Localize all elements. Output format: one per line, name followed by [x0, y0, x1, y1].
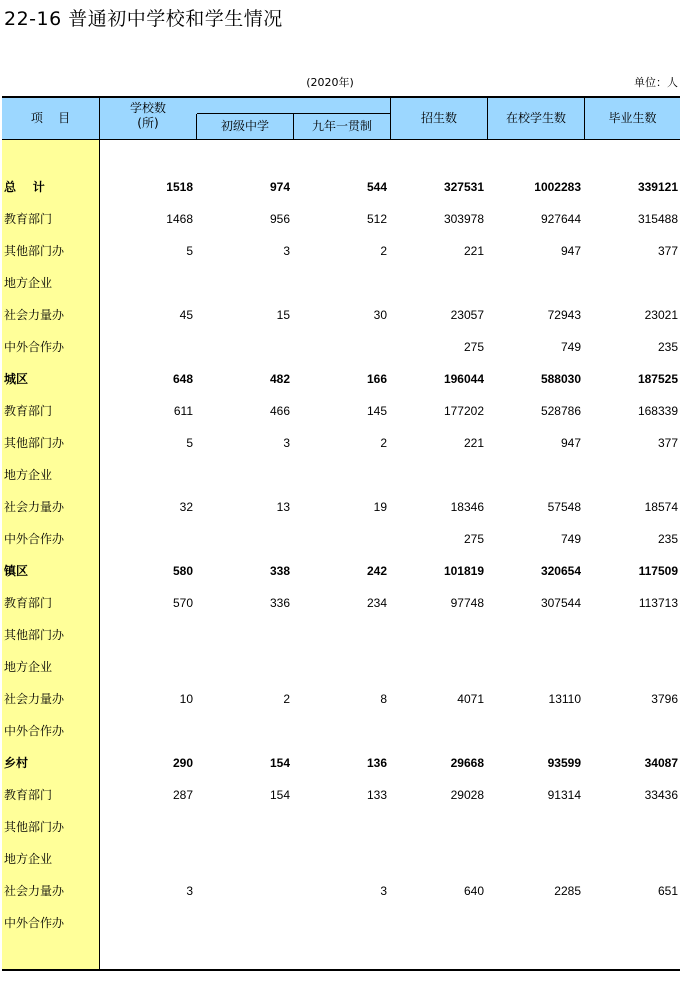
table-cell: 45: [179, 308, 193, 322]
table-cell: [488, 459, 581, 491]
table-cell: [197, 811, 290, 843]
table-cell: 72943: [547, 308, 581, 322]
table-row: [0, 171, 682, 203]
table-cell: 196044: [443, 372, 484, 386]
table-cell: 133: [366, 788, 387, 802]
table-row: [0, 715, 682, 747]
table-cell: 3: [186, 884, 193, 898]
table-row: [0, 235, 682, 267]
table-cell: 947: [560, 244, 581, 258]
table-cell: 242: [366, 564, 387, 578]
table-cell: 5: [186, 244, 193, 258]
unit-note: 单位：人: [634, 76, 678, 89]
table-cell: [585, 907, 678, 939]
table-cell: [585, 619, 678, 651]
table-cell: 8: [380, 692, 387, 706]
table-cell: 136: [366, 756, 387, 770]
table-cell: [197, 331, 290, 363]
row-label: 地方企业: [4, 852, 53, 866]
table-cell: [197, 619, 290, 651]
table-cell: [585, 811, 678, 843]
table-cell: 336: [269, 596, 290, 610]
table-cell: 974: [269, 180, 290, 194]
table-cell: 23057: [450, 308, 484, 322]
table-cell: [488, 843, 581, 875]
table-cell: [488, 811, 581, 843]
table-cell: [585, 715, 678, 747]
table-cell: 512: [366, 212, 387, 226]
header-enrollment: 招生数: [420, 111, 457, 125]
table-cell: [197, 875, 290, 907]
table-cell: 327531: [443, 180, 484, 194]
table-cell: 18346: [450, 500, 484, 514]
table-cell: [100, 715, 193, 747]
table-cell: [197, 907, 290, 939]
row-label: 社会力量办: [4, 692, 65, 706]
table-cell: 2: [380, 436, 387, 450]
table-cell: 287: [172, 788, 193, 802]
table-cell: 640: [463, 884, 484, 898]
table-cell: 2: [283, 692, 290, 706]
table-cell: [197, 715, 290, 747]
table-cell: [294, 331, 387, 363]
table-cell: [294, 907, 387, 939]
table-cell: 145: [366, 404, 387, 418]
table-row: [0, 427, 682, 459]
row-label: 社会力量办: [4, 884, 65, 898]
table-cell: 947: [560, 436, 581, 450]
table-row: [0, 875, 682, 907]
table-cell: 648: [172, 372, 193, 386]
table-cell: 580: [172, 564, 193, 578]
table-cell: [294, 811, 387, 843]
row-label: 地方企业: [4, 468, 53, 482]
table-cell: 2: [380, 244, 387, 258]
table-row: [0, 907, 682, 939]
table-cell: 235: [657, 532, 678, 546]
table-cell: [391, 715, 484, 747]
table-cell: [100, 619, 193, 651]
table-cell: [100, 331, 193, 363]
table-cell: [294, 523, 387, 555]
table-cell: 154: [269, 756, 290, 770]
table-cell: [294, 459, 387, 491]
header-nine-year: 九年一贯制: [311, 119, 372, 133]
table-cell: 749: [560, 340, 581, 354]
table-cell: 154: [269, 788, 290, 802]
table-cell: 113713: [638, 596, 678, 610]
table-cell: 234: [366, 596, 387, 610]
row-label: 中外合作办: [4, 916, 65, 930]
table-cell: 2285: [554, 884, 581, 898]
table-cell: 166: [366, 372, 387, 386]
table-cell: 4071: [457, 692, 484, 706]
row-label: 其他部门办: [4, 628, 65, 642]
row-label: 其他部门办: [4, 436, 65, 450]
table-cell: [391, 907, 484, 939]
table-cell: 275: [463, 532, 484, 546]
table-cell: [294, 715, 387, 747]
table-cell: 3796: [651, 692, 678, 706]
table-cell: [197, 459, 290, 491]
table-cell: 570: [172, 596, 193, 610]
table-row: [0, 683, 682, 715]
table-cell: [391, 811, 484, 843]
row-label: 其他部门办: [4, 244, 65, 258]
table-cell: [197, 651, 290, 683]
table-cell: [100, 651, 193, 683]
table-cell: [585, 459, 678, 491]
table-cell: 32: [179, 500, 193, 514]
table-cell: 338: [269, 564, 290, 578]
table-row: [0, 491, 682, 523]
table-row: [0, 843, 682, 875]
table-cell: [585, 651, 678, 683]
table-row: [0, 747, 682, 779]
table-row: [0, 203, 682, 235]
table-cell: 377: [657, 244, 678, 258]
table-row: [0, 299, 682, 331]
table-cell: 57548: [547, 500, 581, 514]
table-cell: 275: [463, 340, 484, 354]
table-cell: 3: [380, 884, 387, 898]
table-cell: [100, 811, 193, 843]
table-cell: 956: [269, 212, 290, 226]
table-cell: [488, 651, 581, 683]
table-cell: 23021: [644, 308, 678, 322]
table-cell: 235: [657, 340, 678, 354]
table-cell: 91314: [547, 788, 581, 802]
table-cell: [488, 715, 581, 747]
table-cell: 33436: [644, 788, 678, 802]
table-cell: 3: [283, 244, 290, 258]
table-cell: 611: [173, 404, 193, 418]
table-cell: 339121: [637, 180, 678, 194]
header-junior-middle: 初级中学: [220, 119, 269, 133]
table-cell: 30: [373, 308, 387, 322]
table-row: [0, 331, 682, 363]
header-bottom-rule: [2, 139, 680, 140]
table-row: [0, 619, 682, 651]
table-cell: 221: [463, 244, 484, 258]
table-cell: 10: [179, 692, 193, 706]
row-label: 镇区: [4, 564, 29, 578]
table-cell: 19: [373, 500, 387, 514]
table-row: [0, 459, 682, 491]
table-cell: 221: [463, 436, 484, 450]
table-row: [0, 811, 682, 843]
header-graduates: 毕业生数: [608, 111, 657, 125]
table-cell: 93599: [547, 756, 581, 770]
table-cell: [100, 843, 193, 875]
row-label: 乡村: [4, 756, 29, 770]
table-cell: [294, 843, 387, 875]
row-label: 社会力量办: [4, 308, 65, 322]
table-cell: 303978: [443, 212, 484, 226]
table-cell: [488, 907, 581, 939]
table-cell: 187525: [637, 372, 678, 386]
table-cell: [197, 843, 290, 875]
table-cell: 544: [366, 180, 387, 194]
table-cell: 1002283: [534, 180, 581, 194]
table-bottom-rule: [2, 969, 680, 971]
table-cell: 177202: [443, 404, 484, 418]
table-cell: 1468: [166, 212, 193, 226]
row-label: 中外合作办: [4, 532, 65, 546]
row-label: 教育部门: [4, 404, 53, 418]
table-cell: 3: [283, 436, 290, 450]
row-label: 地方企业: [4, 660, 53, 674]
table-cell: 1518: [166, 180, 193, 194]
table-cell: 290: [172, 756, 193, 770]
table-cell: [391, 651, 484, 683]
table-cell: [197, 523, 290, 555]
table-cell: 29028: [450, 788, 484, 802]
table-cell: [197, 267, 290, 299]
table-row: [0, 779, 682, 811]
table-cell: 466: [269, 404, 290, 418]
table-row: [0, 363, 682, 395]
header-schools: 学校数 (所): [129, 101, 166, 130]
row-label: 中外合作办: [4, 724, 65, 738]
table-cell: 588030: [540, 372, 581, 386]
table-cell: 651: [657, 884, 678, 898]
table-row: [0, 555, 682, 587]
year-note: (2020年): [306, 76, 354, 89]
table-row: [0, 587, 682, 619]
table-cell: [294, 651, 387, 683]
table-cell: 101819: [443, 564, 484, 578]
table-cell: 29668: [450, 756, 484, 770]
page-title: 22-16 普通初中学校和学生情况: [4, 8, 283, 30]
row-label: 教育部门: [4, 788, 53, 802]
table-row: [0, 267, 682, 299]
table-cell: 34087: [644, 756, 678, 770]
table-row: [0, 651, 682, 683]
table-cell: 320654: [540, 564, 581, 578]
row-label: 总 计: [4, 180, 45, 194]
row-label: 中外合作办: [4, 340, 65, 354]
table-cell: [294, 619, 387, 651]
table-cell: [488, 267, 581, 299]
table-cell: 749: [560, 532, 581, 546]
table-cell: 168339: [637, 404, 678, 418]
table-cell: [100, 459, 193, 491]
table-cell: 13110: [548, 692, 581, 706]
table-cell: 13: [276, 500, 290, 514]
table-cell: 927644: [540, 212, 581, 226]
table-cell: [391, 619, 484, 651]
table-row: [0, 523, 682, 555]
header-enrolled: 在校学生数: [505, 111, 566, 125]
table-cell: 307544: [540, 596, 581, 610]
row-label: 社会力量办: [4, 500, 65, 514]
table-cell: [391, 843, 484, 875]
table-cell: [585, 267, 678, 299]
table-cell: 97748: [450, 596, 484, 610]
table-cell: 482: [269, 372, 290, 386]
table-cell: 315488: [637, 212, 678, 226]
table-cell: 15: [276, 308, 290, 322]
table-cell: 377: [657, 436, 678, 450]
table-cell: [294, 267, 387, 299]
header-item: 项 目: [30, 111, 71, 125]
table-cell: [488, 619, 581, 651]
table-cell: 5: [186, 436, 193, 450]
table-cell: 18574: [644, 500, 678, 514]
row-label: 城区: [4, 372, 29, 386]
table-cell: [391, 267, 484, 299]
table-row: [0, 395, 682, 427]
table-cell: [585, 843, 678, 875]
table-cell: 528786: [540, 404, 581, 418]
table-cell: [100, 267, 193, 299]
table-cell: [100, 523, 193, 555]
row-label: 其他部门办: [4, 820, 65, 834]
table-cell: [100, 907, 193, 939]
row-label: 教育部门: [4, 596, 53, 610]
row-label: 地方企业: [4, 276, 53, 290]
table-cell: 117509: [638, 564, 678, 578]
table-cell: [391, 459, 484, 491]
row-label: 教育部门: [4, 212, 53, 226]
